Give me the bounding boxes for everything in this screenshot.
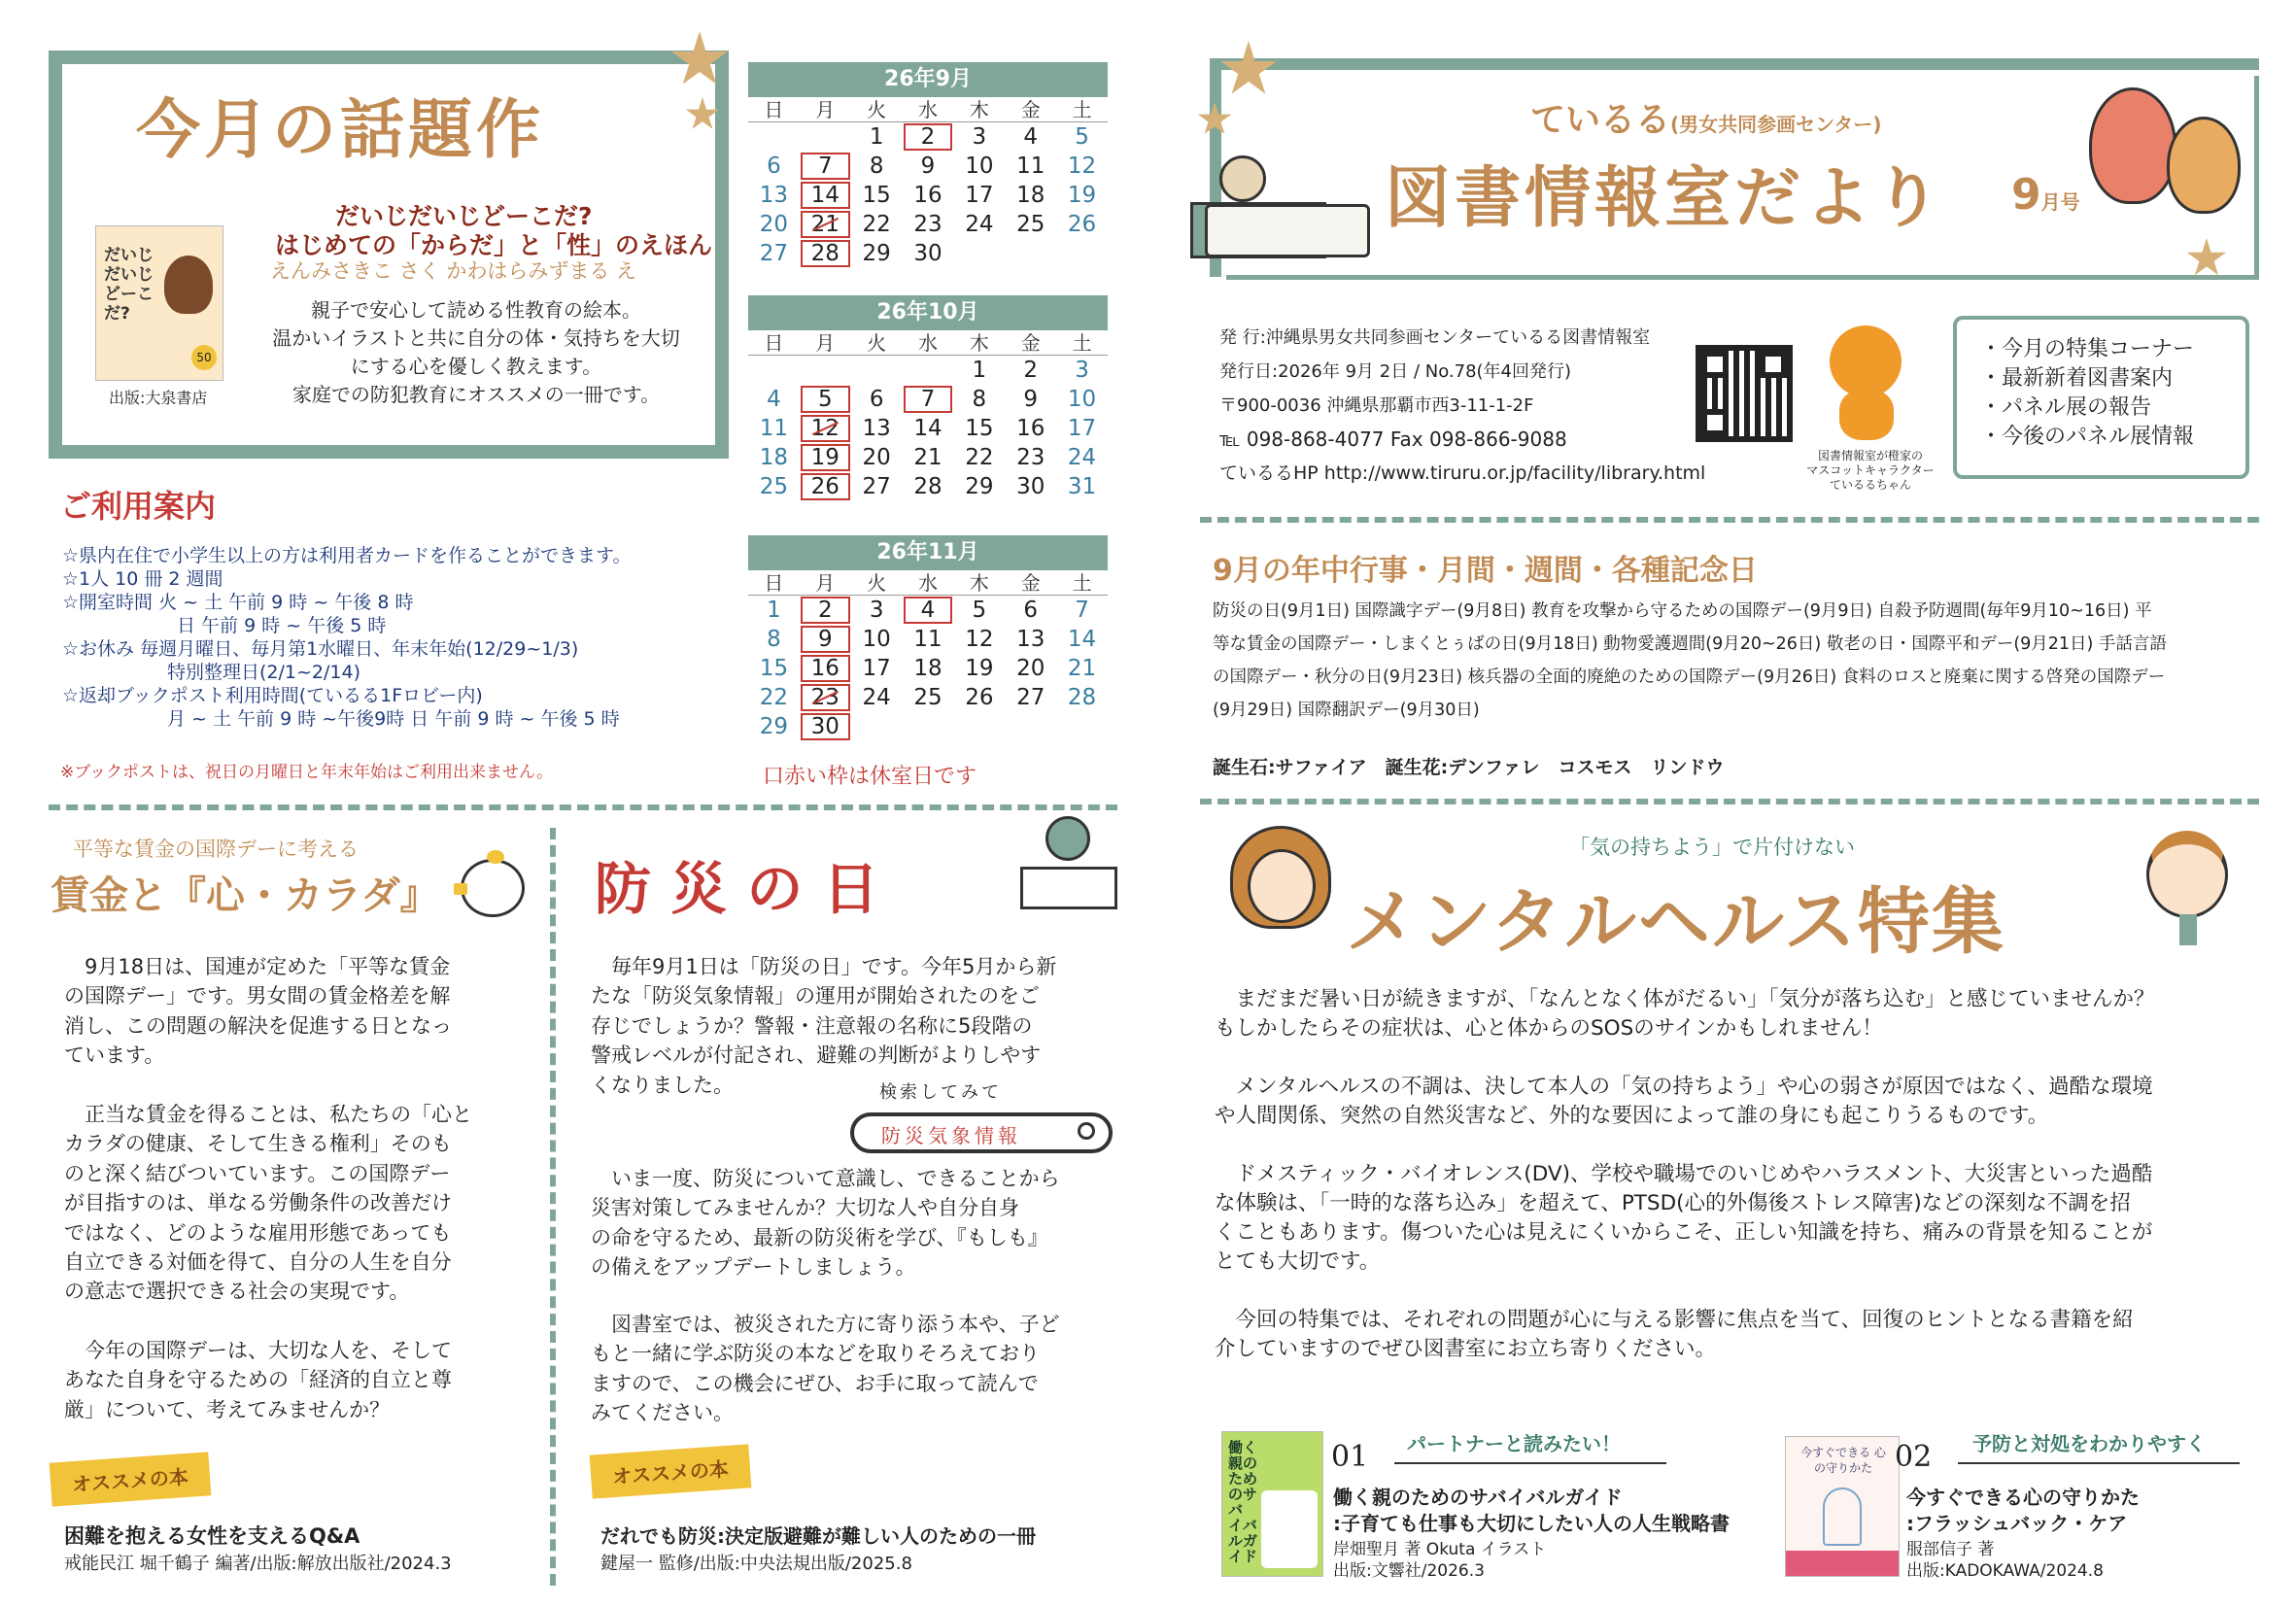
calendar-day: 27: [862, 474, 891, 499]
topic-book-authors: えんみさきこ さく かわはらみずまる え: [270, 259, 637, 283]
person-helmet: [1045, 816, 1090, 861]
calendar-day: 13: [759, 183, 789, 208]
calendar-day: 30: [800, 712, 851, 741]
calendar-day: 30: [913, 241, 942, 266]
calendar-day: 14: [913, 416, 942, 441]
chick-beak: [454, 883, 467, 895]
calendar-day: 4: [903, 596, 954, 625]
mental-book2-title2: :フラッシュバック・ケア: [1906, 1512, 2128, 1535]
calendar-day: 4: [1023, 124, 1039, 150]
calendar-day: 9: [1023, 387, 1039, 412]
mental-book2-cover: 今すぐできる 心の守りかた: [1785, 1436, 1900, 1577]
calendar-day: [1005, 712, 1056, 741]
calendar-day: 19: [1067, 183, 1097, 208]
calendar-day: 18: [913, 656, 942, 681]
mental-para: ドメスティック・バイオレンス(DV)、学校や職場でのいじめやハラスメント、大災害といった過酷 な体験は、「一時的な落ち込み」を超えて、PTSD(心的外傷後ストレス障害)などの深刻な不調を招 くこともあります。傷ついた心は見えにくいからこそ、正しい知識を持ち、痛みの背景を知ることが とても大切です。: [1215, 1162, 2153, 1274]
calendar-day: 12: [800, 414, 851, 443]
masthead-title: 図書情報室だより: [1385, 160, 1945, 237]
calendar-day: 2: [903, 122, 954, 152]
divider: [1200, 517, 2259, 523]
cover-badge: 50: [191, 345, 217, 370]
mental-book1-rule: [1394, 1462, 1666, 1464]
supplies-box: [1020, 867, 1117, 909]
mental-book1-num: 01: [1331, 1440, 1369, 1474]
calendar-day: [1005, 239, 1056, 268]
topic-book-title-1: だいじだいじどーこだ?: [335, 202, 593, 230]
calendar-day: 2: [800, 596, 851, 625]
disaster-heading: 防 災 の 日: [595, 856, 879, 922]
calendar-day: 7: [903, 385, 954, 414]
calendar-day: 27: [759, 241, 789, 266]
calendar-day: 5: [972, 598, 987, 623]
usage-heading: ご利用案内: [60, 488, 217, 525]
calendar-weekday: 火: [851, 330, 903, 356]
woman-face: [1248, 849, 1316, 923]
calendar-day: 6: [767, 154, 781, 179]
man-illustration: [2133, 821, 2249, 947]
calendar-day: 24: [1067, 445, 1097, 470]
calendar-day: 15: [862, 183, 891, 208]
wage-para: 正当な賃金を得ることは、私たちの「心と カラダの健康、そして生きる権利」そのも のと深く結びついています。この国際デー が目指すのは、単なる労働条件の改善だけ ではなく、どのような雇用形態であっても 自立できる対価を得て、自分の人生を自分 の意志で選択できる社会の実現です。: [64, 1102, 472, 1304]
calendar-day: 1: [869, 124, 884, 150]
calendar-day: 3: [1075, 358, 1089, 383]
calendar-day: 2: [1023, 358, 1039, 383]
mental-book2-label: 予防と対処をわかりやすく: [1972, 1432, 2206, 1455]
woman-illustration: [1226, 826, 1338, 952]
calendar-weekday: 日: [748, 97, 800, 122]
calendar-day: [748, 122, 800, 152]
qr-corner: [1701, 351, 1729, 378]
calendar-day: 16: [913, 183, 942, 208]
calendar-day: 28: [913, 474, 942, 499]
calendar-day: [800, 356, 851, 385]
disaster-illustration: [1011, 816, 1127, 913]
man-face: [2146, 831, 2228, 918]
calendar-day: 29: [965, 474, 994, 499]
calendar-day: 10: [1067, 387, 1097, 412]
calendar-weekday: 木: [953, 570, 1005, 596]
calendar-day: 14: [1067, 627, 1097, 652]
calendar-day: [1056, 239, 1108, 268]
calendar-day: 9: [800, 625, 851, 654]
mental-kicker: 「気の持ちよう」で片付けない: [1569, 836, 1855, 859]
calendar-grid: [748, 330, 1108, 501]
mental-book1-title2: :子育ても仕事も大切にしたい人の人生戦略書: [1333, 1512, 1730, 1535]
calendar-day: [851, 356, 903, 385]
mascot-head: [1830, 325, 1902, 397]
calendar-weekday: 火: [851, 570, 903, 596]
calendar-day: 1: [972, 358, 987, 383]
mental-para: メンタルヘルスの不調は、決して本人の「気の持ちよう」や心の弱さが原因ではなく、過酷な環境 や人間関係、突然の自然災害など、外的な要因によって誰の身にも起こりうるものです。: [1215, 1075, 2153, 1128]
search-hint: 検索してみて: [879, 1082, 1002, 1103]
calendar-day: [851, 712, 903, 741]
calendar-day: 22: [965, 445, 994, 470]
calendar-day: 17: [965, 183, 994, 208]
calendar-day: 27: [1016, 685, 1045, 710]
usage-note: ※ブックポストは、祝日の月曜日と年末年始はご利用出来ません。: [60, 763, 554, 782]
calendar-weekday: 月: [800, 570, 851, 596]
topic-heading: 今月の話題作: [136, 92, 544, 167]
calendar-day: 19: [965, 656, 994, 681]
calendar-day: 9: [920, 154, 936, 179]
wage-reco-label: オススメの本: [50, 1452, 212, 1506]
calendar-november: 26年11月 日 月 火 水 木 金 土 1 2 3 4 5 6 7 8 9 10 11 12 13 14 15 16 17 18 19 20 21 22 23 24 25 26 27 28 29 30: [748, 535, 1108, 741]
calendar-day: 17: [862, 656, 891, 681]
calendar-day: 6: [1023, 598, 1039, 623]
tree-illustration: [2089, 87, 2254, 243]
calendar-day: 3: [972, 124, 987, 150]
contents-box: [1953, 316, 2249, 479]
calendar-september: 26年9月 日 月 火 水 木 金 土 1 2 3 4 5 6 7 8 9 10 11 12 13 14 15 16 17 18 19 20 21 22 23 24 25 26 27 28 29 30: [748, 62, 1108, 268]
calendar-day: 28: [800, 239, 851, 268]
contents-item: ・今後のパネル展情報: [1980, 425, 2195, 449]
mental-book2-rule: [1958, 1462, 2240, 1464]
calendar-day: 8: [869, 154, 884, 179]
topic-book-title-2: はじめての「からだ」と「性」のえほん: [275, 231, 713, 259]
disaster-book-info: 鍵屋一 監修/出版:中央法規出版/2025.8: [600, 1554, 912, 1574]
calendar-day: 21: [1067, 656, 1097, 681]
calendar-weekday: 日: [748, 570, 800, 596]
calendar-day: 3: [869, 598, 884, 623]
calendar-weekday: 水: [903, 330, 954, 356]
calendar-day: 7: [800, 152, 851, 181]
calendar-day: 13: [1016, 627, 1045, 652]
calendar-day: [748, 356, 800, 385]
calendar-day: 29: [862, 241, 891, 266]
qr-code[interactable]: [1696, 345, 1793, 442]
calendar-day: 7: [1075, 598, 1089, 623]
calendar-weekday: 火: [851, 97, 903, 122]
calendar-weekday: 金: [1005, 330, 1056, 356]
calendar-day: 30: [1016, 474, 1045, 499]
calendar-day: 22: [862, 212, 891, 237]
calendar-day: 26: [965, 685, 994, 710]
calendar-day: 15: [965, 416, 994, 441]
mental-book1-cover: 働く親のためのサバイバルガイド: [1221, 1431, 1323, 1577]
disaster-para: いま一度、防災について意識し、できることから 災害対策してみませんか？大切な人や自分自身 の命を守るため、最新の防災術を学び、『もしも』 の備えをアップデートしましょう。: [591, 1167, 1060, 1280]
cover-child-illustration: [164, 256, 213, 314]
calendar-grid: [748, 570, 1108, 741]
calendar-day: 19: [800, 443, 851, 472]
calendar-day: 25: [1016, 212, 1045, 237]
divider: [550, 828, 556, 1586]
usage-lines: ☆県内在住で小学生以上の方は利用者カードを作ることができます。 ☆1人 10 冊 2 週間 ☆開室時間 火 ~ 土 午前 9 時 ~ 午後 8 時 日 午前 9 時 ~ 午後 5 時 ☆お休み 毎週月曜日、毎月第1水曜日、年末年始(12/29~1/3) 特別整理日(2/1~2/14) ☆返却ブックポスト利用時間(ているる1Fロビー内) 月 ~ 土 午前 9 時 ~午後9時 日 午前 9 時 ~ 午後 5 時: [62, 545, 632, 730]
mascot-icon: [1822, 325, 1909, 442]
calendar-day: 16: [800, 654, 851, 683]
calendar-day: 12: [1067, 154, 1097, 179]
calendar-day: 26: [1067, 212, 1097, 237]
calendar-day: 8: [767, 627, 781, 652]
calendar-day: 24: [862, 685, 891, 710]
calendar-day: 20: [759, 212, 789, 237]
calendar-day: 16: [1016, 416, 1045, 441]
mascot-body: [1839, 390, 1894, 440]
topic-book-cover: だいじ だいじ どーこだ? 50: [95, 225, 223, 381]
mental-book1-author: 岸畑聖月 著 Okuta イラスト: [1333, 1540, 1547, 1559]
masthead-org: ているる(男女共同参画センター): [1530, 100, 1882, 140]
tree-red: [2089, 87, 2176, 204]
calendar-weekday: 木: [953, 97, 1005, 122]
calendar-weekday: 土: [1056, 570, 1108, 596]
calendar-weekday: 水: [903, 570, 954, 596]
calendar-day: 5: [800, 385, 851, 414]
calendar-day: 31: [1067, 474, 1097, 499]
man-tie: [2179, 914, 2197, 945]
wage-para: 今年の国際デーは、大切な人を、そして あなた自身を守るための「経済的自立と尊 厳」について、考えてみませんか？: [64, 1338, 452, 1421]
calendar-day: 12: [965, 627, 994, 652]
mascot-caption: 図書情報室が橙家の マスコットキャラクター ているるちゃん: [1806, 449, 1935, 492]
wage-book-title: 困難を抱える女性を支えるQ&A: [64, 1524, 360, 1548]
chick-crest: [487, 850, 504, 864]
wage-body: [64, 952, 531, 1424]
birthstone-line: 誕生石:サファイア 誕生花:デンファレ コスモス リンドウ: [1213, 757, 1725, 778]
contents-item: ・今月の特集コーナー: [1980, 337, 2195, 361]
calendar-day: 28: [1067, 685, 1097, 710]
calendar-day: 29: [759, 714, 789, 739]
disaster-reco-label: オススメの本: [590, 1444, 752, 1498]
calendar-day: [800, 122, 851, 152]
mental-book2-num: 02: [1895, 1440, 1933, 1474]
calendar-day: 6: [869, 387, 884, 412]
topic-publisher: 出版:大泉書店: [109, 389, 208, 407]
calendar-day: 8: [972, 387, 987, 412]
calendar-day: 21: [913, 445, 942, 470]
mental-book1-pub: 出版:文響社/2026.3: [1333, 1561, 1485, 1581]
disaster-para: 図書室では、被災された方に寄り添う本や、子ど もと一緒に学ぶ防災の本などを取りそろえており ますので、この機会にぜひ、お手に取って読んで みてください。: [591, 1312, 1060, 1425]
contents-item: ・最新新着図書案内: [1980, 366, 2174, 391]
calendar-day: 26: [800, 472, 851, 501]
disaster-body-1: 毎年9月1日は「防災の日」です。今年5月から新 たな「防災気象情報」の運用が開始されたのをご 存じでしょうか？警報・注意報の名称に5段階の 警戒レベルが付記され、避難の判断がよりしやす くなりました。: [591, 955, 1057, 1097]
disaster-book-title: だれでも防災:決定版避難が難しい人のための一冊: [600, 1524, 1036, 1548]
contents-item: ・パネル展の報告: [1980, 395, 2152, 420]
calendar-day: 25: [913, 685, 942, 710]
calendar-day: 5: [1075, 124, 1089, 150]
search-box[interactable]: [850, 1112, 1113, 1153]
wage-para: 9月18日は、国連が定めた「平等な賃金 の国際デー」です。男女間の賃金格差を解 消し、この問題の解決を促進する日となっ ています。: [64, 955, 452, 1068]
calendar-day: 14: [800, 181, 851, 210]
calendar-day: [903, 712, 954, 741]
calendar-day: 15: [759, 656, 789, 681]
qr-corner: [1760, 351, 1787, 378]
calendar-day: 10: [862, 627, 891, 652]
topic-description: 親子で安心して読める性教育の絵本。 温かいイラストと共に自分の体・気持ちを大切 にする心を優しく教えます。 家庭での防犯教育にオススメの一冊です。: [272, 298, 680, 406]
search-icon: [1078, 1122, 1095, 1140]
cover-art: [1261, 1490, 1318, 1568]
publisher-info: 発 行:沖縄県男女共同参画センターているる図書情報室 発行日:2026年 9月 2日 / No.78(年4回発行) 〒900-0036 沖縄県那覇市西3-11-1-2F ℡ 098-868-4077 Fax 098-866-9088 ているるHP http://www.tiruru.or.jp/facility/library.html: [1219, 327, 1706, 484]
calendar-day: 23: [800, 683, 851, 712]
calendar-day: 18: [1016, 183, 1045, 208]
calendar-weekday: 土: [1056, 97, 1108, 122]
calendar-day: 11: [913, 627, 942, 652]
disaster-body-2: [591, 1164, 1115, 1428]
calendar-day: 17: [1067, 416, 1097, 441]
calendar-day: 1: [767, 598, 781, 623]
calendar-weekday: 日: [748, 330, 800, 356]
calendar-day: 24: [965, 212, 994, 237]
calendar-weekday: 土: [1056, 330, 1108, 356]
search-text: 防災気象情報: [881, 1124, 1021, 1147]
calendar-weekday: 水: [903, 97, 954, 122]
mental-heading: メンタルヘルス特集: [1346, 880, 2005, 964]
calendar-day: 20: [862, 445, 891, 470]
mental-body: [1215, 985, 2254, 1364]
calendar-weekday: 月: [800, 330, 851, 356]
qr-corner: [1701, 409, 1729, 436]
mental-book2-title1: 今すぐできる心の守りかた: [1906, 1486, 2140, 1509]
reader-figure: [1219, 155, 1266, 202]
calendar-day: 11: [759, 416, 789, 441]
calendar-day: 20: [1016, 656, 1045, 681]
mental-book2-pub: 出版:KADOKAWA/2024.8: [1906, 1561, 2104, 1581]
calendar-grid: [748, 97, 1108, 268]
open-book-illustration: [1205, 204, 1370, 257]
contents-list: [1980, 335, 2245, 452]
calendar-day: 11: [1016, 154, 1045, 179]
wage-heading: 賃金と『心・カラダ』: [51, 873, 439, 918]
calendar-weekday: 金: [1005, 97, 1056, 122]
tree-orange: [2167, 117, 2241, 214]
chick-icon: [461, 859, 525, 917]
calendar-day: 23: [1016, 445, 1045, 470]
mental-book1-title1: 働く親のためのサバイバルガイド: [1333, 1486, 1623, 1509]
calendar-day: 18: [759, 445, 789, 470]
calendar-day: 25: [759, 474, 789, 499]
events-lines: 防災の日(9月1日) 国際識字デー(9月8日) 教育を攻撃から守るための国際デー(9月9日) 自殺予防週間(毎年9月10~16日) 平 等な賃金の国際デー・しまくとぅばの日(9月18日) 動物愛護週間(9月20~26日) 敬老の日・国際平和デー(9月21日) 手話言語 の国際デー・秋分の日(9月23日) 核兵器の全面的廃絶のための国際デー(9月26日) 食料のロスと廃棄に関する啓発の国際デー (9月29日) 国際翻訳デー(9月30日): [1213, 601, 2167, 720]
calendar-october: 26年10月 日 月 火 水 木 金 土 1 2 3 4 5 6 7 8 9 10 11 12 13 14 15 16 17 18 19 20 21 22 23 24 25 26 27 28 29 30 31: [748, 295, 1108, 501]
events-heading: 9月の年中行事・月間・週間・各種記念日: [1213, 554, 1758, 588]
calendar-day: 21: [800, 210, 851, 239]
calendar-day: 23: [913, 212, 942, 237]
calendar-day: [903, 356, 954, 385]
cover-figure: [1823, 1487, 1862, 1546]
divider: [1200, 799, 2259, 804]
calendar-day: 10: [965, 154, 994, 179]
wage-kicker: 平等な賃金の国際デーに考える: [73, 838, 359, 861]
mental-book2-author: 服部信子 著: [1906, 1540, 1995, 1559]
calendar-day: [1056, 712, 1108, 741]
masthead-issue: 9月号: [2011, 170, 2080, 220]
calendar-legend: 口赤い枠は休室日です: [763, 765, 977, 789]
wage-book-info: 戒能民江 堀千鶴子 編著/出版:解放出版社/2024.3: [64, 1554, 452, 1574]
calendar-day: [953, 712, 1005, 741]
calendar-day: [953, 239, 1005, 268]
calendar-weekday: 木: [953, 330, 1005, 356]
calendar-day: 13: [862, 416, 891, 441]
calendar-weekday: 金: [1005, 570, 1056, 596]
mental-book1-label: パートナーと読みたい！: [1407, 1432, 1621, 1455]
cover-band: [1786, 1551, 1899, 1576]
mental-para: まだまだ暑い日が続きますが、「なんとなく体がだるい」「気分が落ち込む」と感じていませんか？ もしかしたらその症状は、心と体からのSOSのサインかもしれません！: [1215, 987, 2155, 1041]
calendar-day: 22: [759, 685, 789, 710]
calendar-weekday: 月: [800, 97, 851, 122]
mental-para: 今回の特集では、それぞれの問題が心に与える影響に焦点を当て、回復のヒントとなる書籍を紹 介していますのでぜひ図書室にお立ち寄りください。: [1215, 1308, 2134, 1361]
divider: [49, 804, 1117, 810]
calendar-day: 4: [767, 387, 781, 412]
